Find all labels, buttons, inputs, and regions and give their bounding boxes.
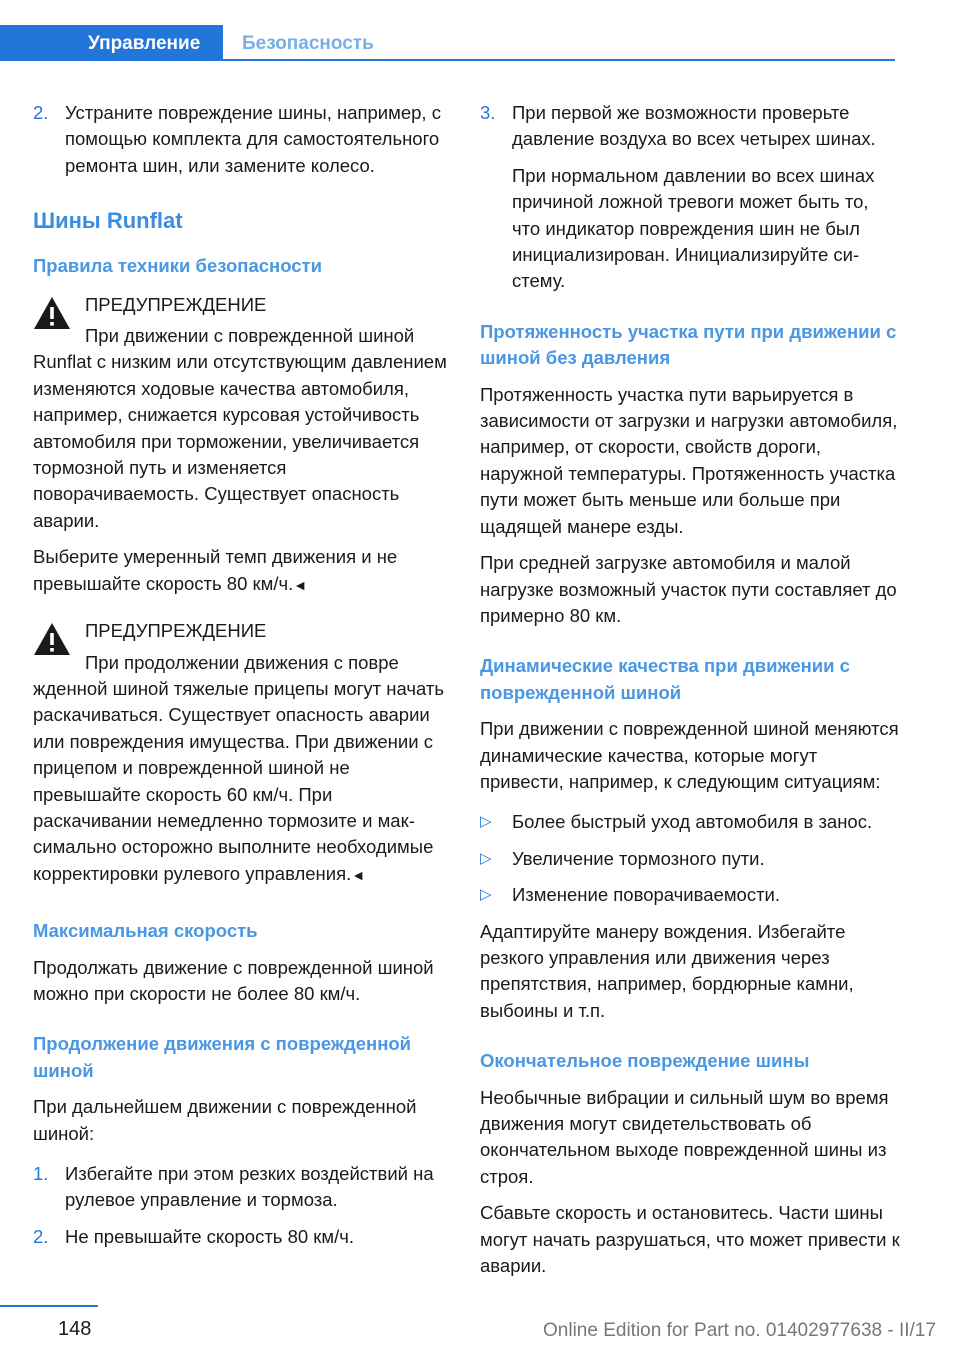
end-mark: ◄ [293, 576, 308, 593]
warning-body: жденной шиной тяжелые прицепы могут начать раскачиваться. Существует опасность аварии или повреждения имущества. При движении с прицепом и поврежденной шиной не превышайте скорость 60 км/ч. При раскачивании немедленно тормозите и максимально осторожно выполните необходимые корректировки рулевого управления.◄ [33, 677, 444, 884]
list-text: При первой же возможности проверьте давление воздуха во всех четырех шинах. [512, 102, 876, 150]
footer-rule [0, 1305, 98, 1307]
continue-text: При дальнейшем движении с поврежденной шиной: [33, 1096, 417, 1144]
bullet-triangle-icon: ▷ [480, 886, 492, 904]
paragraph: Протяженность участка пути варьируется в зависимости от загрузки и нагрузки автомобиля, например, от скорости, свойств дороги, наружной температуры. Протяженность участка пути может быть меньше или больше при щадящей манере езды. [480, 383, 898, 537]
bullet-text: Изменение поворачиваемости. [512, 884, 781, 906]
section-tab-safety[interactable]: Безопасность [242, 33, 374, 54]
bullet-item [480, 846, 900, 872]
paragraph: При нормальном давлении во всех шинах причиной ложной тревоги может быть то, что индикатор повреждения шин не был инициализирован. Инициализируйте систему. [512, 164, 875, 292]
edition-watermark: Online Edition for Part no. 01402977638 - II/17 [543, 1320, 936, 1341]
page-header [0, 25, 895, 61]
heading-max-speed: Максимальная скорость [33, 920, 258, 942]
warning-advice: Выберите умеренный темп движения и не превышайте скорость 80 км/ч.◄ [33, 546, 398, 594]
heading-distance: Протяженность участка пути при движении с шиной без давления [480, 320, 897, 369]
list-item [480, 100, 900, 153]
list-number: 1. [33, 1163, 49, 1184]
page-number: 148 [58, 1318, 92, 1340]
list-text: Не превышайте скорость 80 км/ч. [65, 1225, 355, 1247]
paragraph: Адаптируйте манеру вождения. Избегайте резкого управления или движения через препятствия, например, бордюрные камни, выбоины и т.п. [480, 920, 854, 1021]
warning-body: Runflat с низким или отсутствующим давлением изменяются ходовые качества автомобиля, например, снижается курсовая устойчивость автомобиля при торможении, увеличивается тормозной путь и изменяется поворачиваемость. Существует опасность аварии. [33, 351, 447, 531]
warning-title: ПРЕДУПРЕЖДЕНИЕ [85, 620, 267, 642]
bullet-text: Увеличение тормозного пути. [512, 847, 765, 869]
section-tab-control[interactable]: Управление [0, 25, 223, 61]
warning-first-line: При продолжении движения с повре [85, 651, 399, 673]
header-rule [223, 59, 895, 61]
max-speed-text: Продолжать движение с поврежденной шиной можно при скорости не более 80 км/ч. [33, 956, 434, 1004]
paragraph: Сбавьте скорость и остановитесь. Части шины могут начать разрушаться, что может привести к аварии. [480, 1202, 900, 1277]
bullet-triangle-icon: ▷ [480, 849, 492, 867]
list-text: Избегайте при этом резких воздействий на рулевое управление и тормоза. [65, 1163, 434, 1211]
heading-safety-rules: Правила техники безопасности [33, 255, 322, 277]
list-number: 3. [480, 102, 496, 123]
paragraph: При средней загрузке автомобиля и малой нагрузке возможный участок пути составляет до примерно 80 км. [480, 552, 897, 626]
list-item [33, 100, 448, 179]
heading-continue-driving: Продолжение движения с поврежденной шиной [33, 1033, 412, 1081]
warning-block [33, 618, 448, 888]
paragraph: При движении с поврежденной шиной меняются динамические качества, которые могут привести, например, к следующим ситуациям: [480, 718, 899, 792]
list-item [33, 1161, 448, 1214]
bullet-item [480, 882, 900, 908]
paragraph: Необычные вибрации и сильный шум во время движения могут свидетельствовать об окончательном выходе поврежденной шины из строя. [480, 1086, 889, 1187]
left-column [33, 100, 448, 1250]
warning-block [33, 292, 448, 598]
heading-runflat: Шины Runflat [33, 208, 183, 234]
warning-first-line: При движении с поврежденной шиной [85, 325, 415, 347]
warning-triangle-icon [33, 622, 71, 656]
right-column [480, 100, 900, 1279]
bullet-triangle-icon: ▷ [480, 813, 492, 831]
list-item [33, 1224, 448, 1250]
bullet-text: Более быстрый уход автомобиля в занос. [512, 811, 873, 833]
heading-dynamics: Динамические качества при движении с поврежденной шиной [480, 655, 850, 703]
list-number: 2. [33, 1225, 49, 1247]
warning-title: ПРЕДУПРЕЖДЕНИЕ [85, 293, 267, 315]
warning-triangle-icon [33, 296, 71, 330]
heading-final-damage: Окончательное повреждение шины [480, 1050, 810, 1072]
list-text: Устраните повреждение шины, например, с помощью комплекта для самостоятельного ремонта шин, или замените колесо. [65, 102, 441, 176]
bullet-item [480, 809, 900, 835]
end-mark: ◄ [351, 866, 366, 883]
list-number: 2. [33, 102, 49, 123]
